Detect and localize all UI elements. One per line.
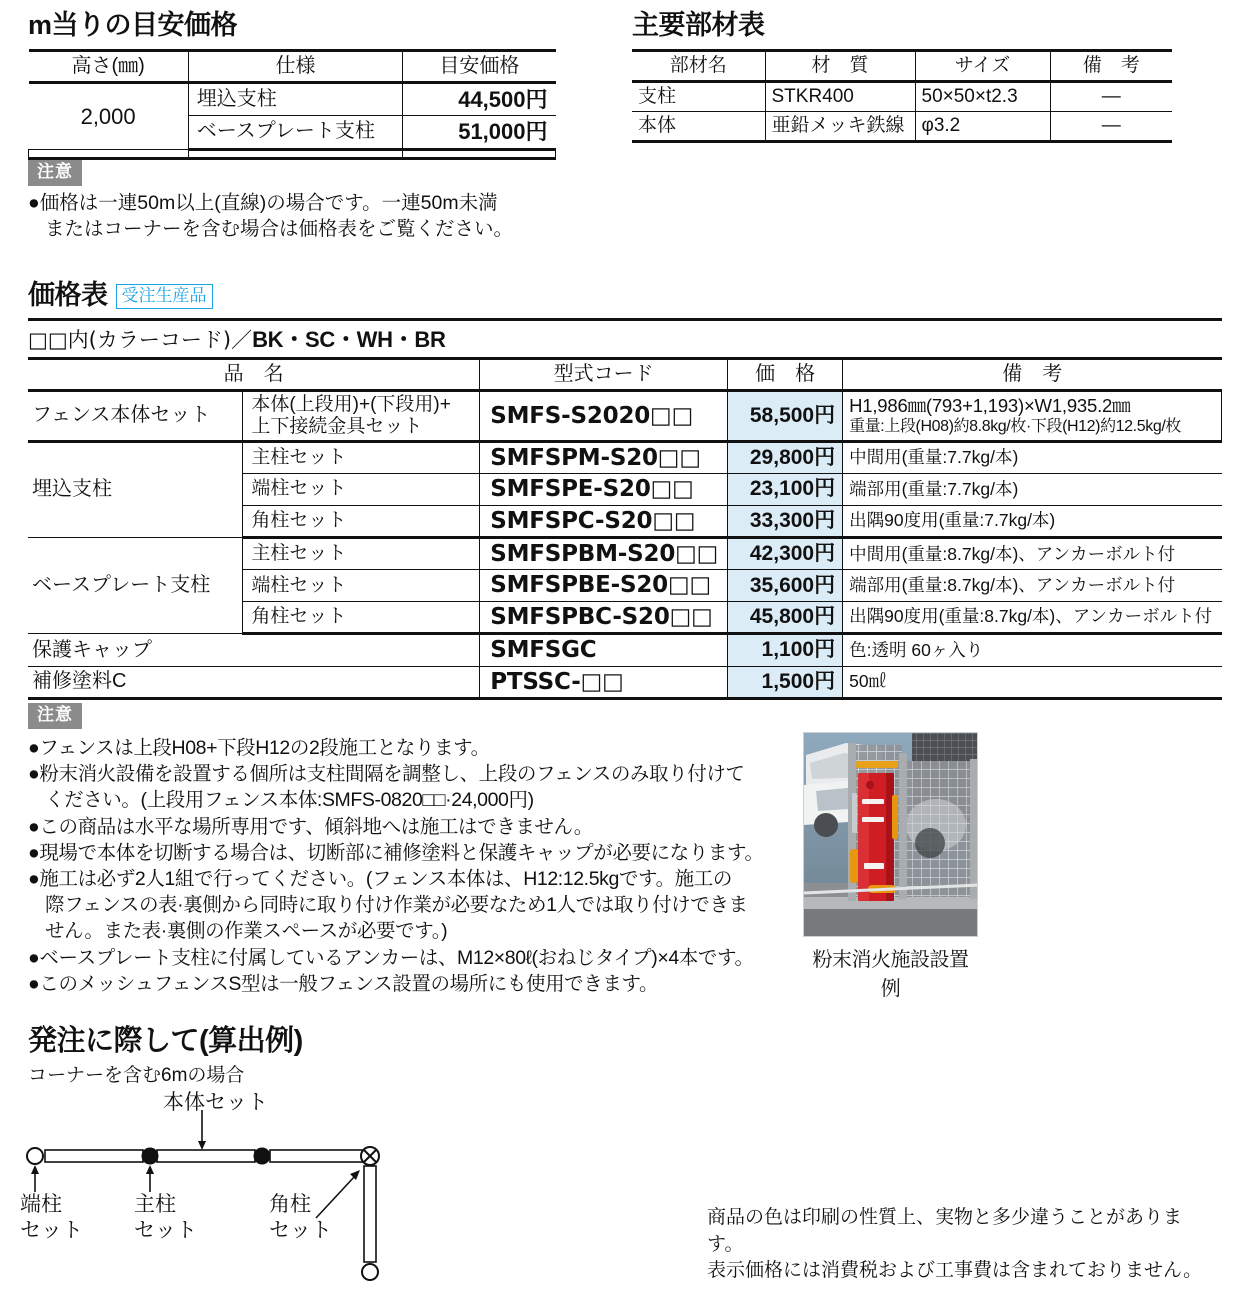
main-post-marker-1 [142, 1148, 159, 1165]
guide-price-section [28, 12, 568, 160]
guide-price-table [28, 49, 556, 160]
cell-price: 33,300円 [728, 505, 843, 537]
fire-extinguisher-installation-photo [803, 732, 978, 937]
cell-price: 1,500円 [728, 666, 843, 698]
panel-3 [270, 1150, 365, 1162]
parts-section [632, 12, 1184, 143]
cell-material: 亜鉛メッキ鉄線 [765, 111, 915, 141]
cell-spec: ベースプレート支柱 [188, 116, 402, 149]
price-table [28, 357, 1222, 700]
note-line: ●粉末消火設備を設置する個所は支柱間隔を調整し、上段のフェンスのみ取り付けて [28, 763, 745, 786]
panel-4 [364, 1166, 376, 1262]
cell-remark: 出隅90度用(重量:8.7kg/本)、アンカーボルト付 [843, 601, 1222, 633]
cell-model-code: SMFSPC-S20□□ [480, 505, 728, 537]
note-badge: 注意 [28, 160, 82, 186]
col-header-material: 材 質 [765, 51, 915, 82]
cell-price: 29,800円 [728, 441, 843, 473]
cell-product-spec: 角柱セット [243, 601, 480, 633]
cell-remark: 色:透明 60ヶ入り [843, 634, 1222, 666]
note-bottom-section [28, 703, 818, 997]
guide-price-title: m当りの目安価格 [28, 10, 238, 40]
cell-product-spec-line1: 本体(上段用)+(下段用)+ [251, 394, 451, 415]
table-row [28, 538, 1222, 570]
col-header-price: 価 格 [728, 359, 843, 391]
col-header-remark: 備 考 [843, 359, 1222, 391]
note-line-text: 際フェンスの表·裏側から同時に取り付け作業が必要なため1人では取り付けできま [45, 894, 748, 917]
cell-product-name: 保護キャップ [28, 634, 480, 666]
table-row [28, 634, 1222, 666]
note-line-text: せん。また表·裏側の作業スペースが必要です。) [45, 920, 448, 943]
col-header-model-code: 型式コード [480, 359, 728, 391]
cell-model-code: SMFSPBE-S20□□ [480, 570, 728, 601]
cell-remark: 中間用(重量:8.7kg/本)、アンカーボルト付 [843, 538, 1222, 570]
col-header-size: サイズ [915, 51, 1050, 82]
col-header-height: 高さ(㎜) [29, 51, 189, 83]
note-line: ●現場で本体を切断する場合は、切断部に補修塗料と保護キャップが必要になります。 [28, 841, 764, 864]
photo-section [803, 732, 978, 1001]
cell-price: 1,100円 [728, 634, 843, 666]
cell-product-name: ベースプレート支柱 [28, 538, 243, 634]
disclaimer-line-1: 商品の色は印刷の性質上、実物と多少違うことがあります。 [707, 1207, 1183, 1255]
cell-remark: 端部用(重量:8.7kg/本)、アンカーボルト付 [843, 570, 1222, 601]
col-header-price: 目安価格 [403, 51, 556, 83]
cell-product-spec: 端柱セット [243, 474, 480, 505]
diagram-label-end-post [20, 1192, 83, 1245]
ordering-title: 発注に際して(算出例) [28, 1025, 303, 1057]
cell-size: φ3.2 [915, 111, 1050, 141]
cell-model-code: SMFSPBC-S20□□ [480, 601, 728, 633]
cell-product-spec: 主柱セット [243, 441, 480, 473]
table-row [632, 81, 1172, 111]
diagram-label-end-post-line1: 端柱 [20, 1193, 62, 1216]
ordering-diagram-graphic [20, 1100, 440, 1300]
parts-table [632, 49, 1172, 143]
note-line: ●施工は必ず2人1組で行ってください。(フェンス本体は、H12:12.5kgです。施工の [28, 868, 732, 891]
table-row [28, 391, 1222, 442]
note-line: ●ベースプレート支柱に付属しているアンカーは、M12×80ℓ(おねじタイプ)×4本です。 [28, 946, 754, 969]
note-line: ●この商品は水平な場所専用です、傾斜地へは施工はできません。 [28, 815, 593, 838]
cell-remark: 端部用(重量:7.7kg/本) [843, 474, 1222, 505]
cell-spec: 埋込支柱 [188, 83, 402, 116]
cell-product-name: 補修塗料C [28, 666, 480, 698]
cell-remark-line2: 重量:上段(H08)約8.8kg/枚·下段(H12)約12.5kg/枚 [849, 418, 1181, 436]
diagram-label-corner-post-line2: セット [269, 1219, 332, 1243]
ordering-subtitle: コーナーを含む6mの場合 [28, 1065, 245, 1086]
note-line: ●このメッシュフェンスS型は一般フェンス設置の場所にも使用できます。 [28, 972, 659, 995]
table-row [28, 441, 1222, 473]
cell-remark-line1: H1,986㎜(793+1,193)×W1,935.2㎜ [849, 394, 1131, 416]
cell-remark: ― [1050, 111, 1172, 141]
note-line: ●フェンスは上段H08+下段H12の2段施工となります。 [28, 736, 490, 759]
cell-product-spec: 端柱セット [243, 570, 480, 601]
main-post-marker-2 [254, 1148, 271, 1165]
cell-height: 2,000 [29, 83, 189, 150]
cell-remark: 出隅90度用(重量:7.7kg/本) [843, 505, 1222, 537]
panel-2 [157, 1150, 255, 1162]
cell-remark: 中間用(重量:7.7kg/本) [843, 441, 1222, 473]
col-header-part-name: 部材名 [632, 51, 765, 82]
disclaimer-section [707, 1205, 1207, 1285]
col-header-remark: 備 考 [1050, 51, 1172, 82]
table-row [29, 83, 556, 116]
cell-price: 42,300円 [728, 538, 843, 570]
cell-remark [843, 391, 1222, 442]
made-to-order-badge: 受注生産品 [116, 284, 213, 309]
ordering-diagram [20, 1091, 440, 1300]
note-top-section [28, 160, 648, 243]
note-top-body [28, 191, 648, 243]
end-post-marker [27, 1148, 43, 1164]
table-header-row [28, 359, 1222, 391]
table-row [632, 111, 1172, 141]
note-line-text: またはコーナーを含む場合は価格表をご覧ください。 [45, 217, 514, 240]
diagram-label-body-set: 本体セット [163, 1091, 268, 1114]
cell-model-code: SMFSPM-S20□□ [480, 441, 728, 473]
diagram-label-main-post-line1: 主柱 [134, 1193, 176, 1216]
disclaimer-line-2: 表示価格には消費税および工事費は含まれておりません。 [707, 1260, 1203, 1282]
price-table-title: 価格表 [28, 280, 108, 310]
parts-title: 主要部材表 [632, 10, 765, 40]
ordering-section [28, 1027, 448, 1087]
cell-remark: ― [1050, 81, 1172, 111]
table-header-row [632, 51, 1172, 82]
cell-model-code: SMFSPE-S20□□ [480, 474, 728, 505]
cell-product-spec: 主柱セット [243, 538, 480, 570]
cell-price: 51,000円 [403, 116, 556, 149]
end-post-marker-bottom [362, 1264, 378, 1280]
cell-product-spec [243, 391, 480, 442]
note-line [28, 217, 648, 243]
diagram-label-corner-post-line1: 角柱 [269, 1193, 311, 1216]
cell-material: STKR400 [765, 81, 915, 111]
panel-1 [45, 1150, 143, 1162]
cell-price: 58,500円 [728, 391, 843, 442]
cell-model-code: SMFSGC [480, 634, 728, 666]
cell-product-spec: 角柱セット [243, 505, 480, 537]
cell-part-name: 本体 [632, 111, 765, 141]
cell-product-spec-line2: 上下接続金具セット [251, 415, 423, 437]
table-row [28, 666, 1222, 698]
table-header-row [29, 51, 556, 83]
cell-product-name: フェンス本体セット [28, 391, 243, 442]
cell-product-name: 埋込支柱 [28, 441, 243, 537]
colorcode-codes: BK・SC・WH・BR [252, 327, 446, 352]
cell-model-code: PTSSC-□□ [480, 666, 728, 698]
note-line [28, 787, 818, 813]
colorcode-prefix: □□内(カラーコード)／ [28, 328, 253, 352]
cell-price: 45,800円 [728, 601, 843, 633]
cell-remark: 50㎖ [843, 666, 1222, 698]
cell-price: 23,100円 [728, 474, 843, 505]
cell-price: 35,600円 [728, 570, 843, 601]
diagram-label-main-post [134, 1192, 197, 1245]
cell-part-name: 支柱 [632, 81, 765, 111]
diagram-label-main-post-line2: セット [134, 1219, 197, 1243]
note-bottom-body [28, 735, 818, 997]
colorcode-line [28, 318, 1222, 354]
note-line [28, 918, 818, 944]
cell-model-code: SMFS-S2020□□ [480, 391, 728, 442]
cell-size: 50×50×t2.3 [915, 81, 1050, 111]
price-table-section [28, 282, 1228, 700]
photo-graphic [804, 733, 978, 937]
note-line: ●価格は一連50m以上(直線)の場合です。一連50m未満 [28, 191, 498, 214]
photo-caption: 粉末消火施設設置例 [812, 949, 969, 1000]
col-header-product-name: 品 名 [28, 359, 480, 391]
note-line [28, 892, 818, 918]
price-table-heading [28, 282, 1228, 309]
diagram-label-corner-post [269, 1192, 332, 1245]
cell-model-code: SMFSPBM-S20□□ [480, 538, 728, 570]
diagram-label-end-post-line2: セット [20, 1219, 83, 1243]
cell-price: 44,500円 [403, 83, 556, 116]
note-badge: 注意 [28, 703, 82, 729]
note-line-text: ください。(上段用フェンス本体:SMFS-0820□□·24,000円) [45, 789, 534, 812]
col-header-spec: 仕様 [188, 51, 402, 83]
